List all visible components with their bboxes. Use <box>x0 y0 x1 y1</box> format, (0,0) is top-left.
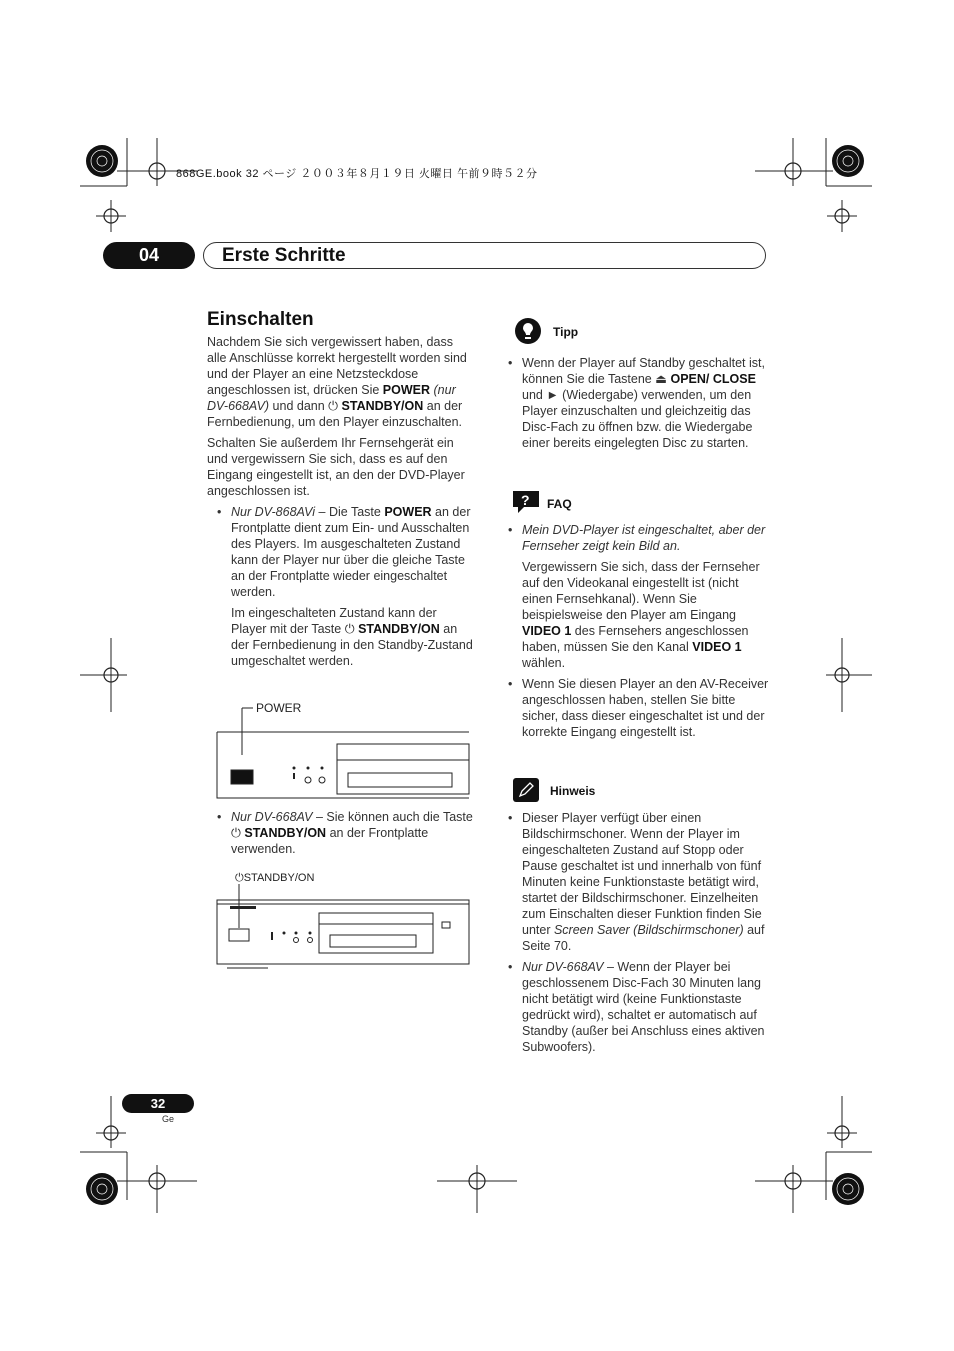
power-callout-label: POWER <box>256 701 302 715</box>
list-item: • Nur DV-668AV – Wenn der Player bei geschlossenem Disc-Fach 30 Minuten lang nicht betätigt wird (keine Funktionstaste gedrückt wird), schaltet er automatisch auf Standby (außer bei Anschluss eines aktiven Subwoofers). <box>508 960 765 1054</box>
page-number-badge: 32 <box>122 1094 194 1113</box>
note-title: Hinweis <box>550 784 596 798</box>
list-item: • Nur DV-668AV – Sie können auch die Taste ⏻ STANDBY/ON an der Frontplatte verwenden. <box>217 810 473 856</box>
tip-list <box>508 355 768 456</box>
dvd-player-front-panel-diagram-1 <box>210 700 475 805</box>
power-symbol-icon: ⏻ <box>344 622 359 636</box>
list-item: • Dieser Player verfügt über einen Bildschirmschoner. Wenn der Player im eingeschalteten Zustand auf Stopp oder Pause geschaltet ist und innerhalb von fünf Minuten keine Funktionstaste betätigt wird, startet der Bildschirmschoner. Einzelheiten zum Einschalten dieser Funktion finden Sie unter Screen Saver (Bildschirmschoner) auf Seite 70. <box>508 811 765 953</box>
faq-list <box>508 522 770 745</box>
left-column <box>207 334 475 674</box>
lightbulb-tip-icon <box>513 318 543 346</box>
power-symbol-icon: ⏻ <box>235 872 244 884</box>
faq-title: FAQ <box>547 497 572 511</box>
list-item: • Mein DVD-Player ist eingeschaltet, aber der Fernseher zeigt kein Bild an. Vergewissern Sie sich, dass der Fernseher auf den Videokanal eingestellt ist (nicht einen Fernsehkanal). Wenn Sie beispielsweise den Player am Eingang VIDEO 1 des Fernsehers angeschlossen haben, müssen Sie den Kanal VIDEO 1 wählen. <box>508 523 766 670</box>
list-item: • Wenn der Player auf Standby geschaltet ist, können Sie die Tastene ⏏ OPEN/ CLOSE und ► (Wiedergabe) verwenden, um den Player einzuschalten und gleichzeitig das Disc-Fach zu öffnen bzw. die Wiedergabe einer bereits eingelegten Disc zu starten. <box>508 356 765 450</box>
language-code: Ge <box>162 1114 175 1124</box>
note-list <box>508 810 770 1060</box>
list-item: • Nur DV-868AVi – Die Taste POWER an der Frontplatte dient zum Ein- und Ausschalten des Players. Im ausgeschalteten Zustand kann der Player nur über die gleiche Taste an der Frontplatte wieder eingeschaltet werden. Im eingeschalteten Zustand kann der Player mit der Taste ⏻ STANDBY/ON an der Fernbedienung in den Standby-Zustand umgeschaltet werden. <box>217 505 473 668</box>
tv-paragraph: Schalten Sie außerdem Ihr Fernsehgerät ein und vergewissern Sie sich, dass es auf den Eingang eingestellt ist, an den der DVD-Player angeschlossen ist. <box>207 436 465 498</box>
svg-text:?: ? <box>521 492 530 508</box>
chapter-title: Erste Schritte <box>222 245 346 266</box>
intro-paragraph: Nachdem Sie sich vergewissert haben, dass alle Anschlüsse korrekt hergestellt worden sind und der Player an eine Netzsteckdose angeschlossen ist, drücken Sie POWER (nur DV-668AV) und dann ⏻ STANDBY/ON an der Fernbedienung, um den Player einzuschalten. <box>207 335 467 429</box>
dvd-player-front-panel-diagram-2 <box>210 884 475 974</box>
eject-icon: ⏏ <box>655 372 671 386</box>
question-answer-faq-icon <box>512 490 540 514</box>
power-symbol-icon: ⏻ <box>328 399 342 413</box>
pencil-note-icon <box>513 778 539 802</box>
chapter-number-badge: 04 <box>103 242 195 269</box>
tip-title: Tipp <box>553 325 579 339</box>
section-title: Einschalten <box>207 309 314 330</box>
file-info-header: 868GE.book 32 ページ ２００３年８月１９日 火曜日 午前９時５２分 <box>176 168 538 180</box>
list-item: • Wenn Sie diesen Player an den AV-Receiver angeschlossen haben, stellen Sie bitte sicher, dass dieser eingeschaltet ist und der korrekte Eingang eingestellt ist. <box>508 677 769 739</box>
standby-callout-label: ⏻STANDBY/ON <box>235 872 315 884</box>
power-symbol-icon: ⏻ <box>231 826 245 840</box>
